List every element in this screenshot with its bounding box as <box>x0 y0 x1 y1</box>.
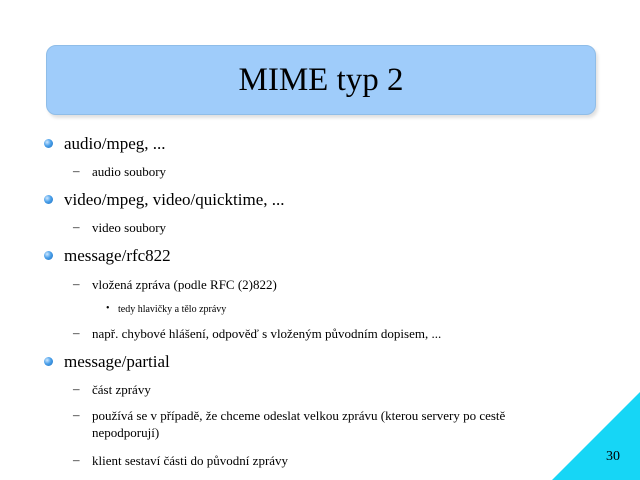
sub-item-message-1: vložená zpráva (podle RFC (2)822) <box>92 277 277 292</box>
dash-marker: – <box>73 276 80 291</box>
list-item-partial: message/partial <box>64 352 170 371</box>
bullet-icon <box>44 139 53 148</box>
bullet-icon <box>44 195 53 204</box>
dash-marker: – <box>73 452 80 467</box>
list-item-video: video/mpeg, video/quicktime, ... <box>64 190 285 209</box>
bullet-icon <box>44 357 53 366</box>
dash-marker: – <box>73 407 80 422</box>
dash-marker: – <box>73 381 80 396</box>
page-number: 30 <box>606 449 620 464</box>
dash-marker: – <box>73 219 80 234</box>
sub-item-message-2: např. chybové hlášení, odpověď s vloženým původním dopisem, ... <box>92 326 442 341</box>
sub-item-partial-2: používá se v případě, že chceme odeslat velkou zprávu (kterou servery po cestě nepodporují) <box>92 408 506 440</box>
dash-marker: – <box>73 325 80 340</box>
bullet-icon <box>44 251 53 260</box>
sub-item-partial-3: klient sestaví části do původní zprávy <box>92 453 289 468</box>
slide-title: MIME typ 2 <box>238 61 404 98</box>
title-box <box>46 45 596 115</box>
list-item-message: message/rfc822 <box>64 246 171 265</box>
sub-item-partial-1: část zprávy <box>92 382 151 397</box>
dot-marker: • <box>106 303 110 314</box>
sub-item-audio: audio soubory <box>92 164 167 179</box>
sub-sub-item-message: tedy hlavičky a tělo zprávy <box>118 304 227 315</box>
sub-item-video: video soubory <box>92 220 167 235</box>
dash-marker: – <box>73 163 80 178</box>
list-item-audio: audio/mpeg, ... <box>64 134 166 153</box>
corner-decoration <box>552 392 640 480</box>
